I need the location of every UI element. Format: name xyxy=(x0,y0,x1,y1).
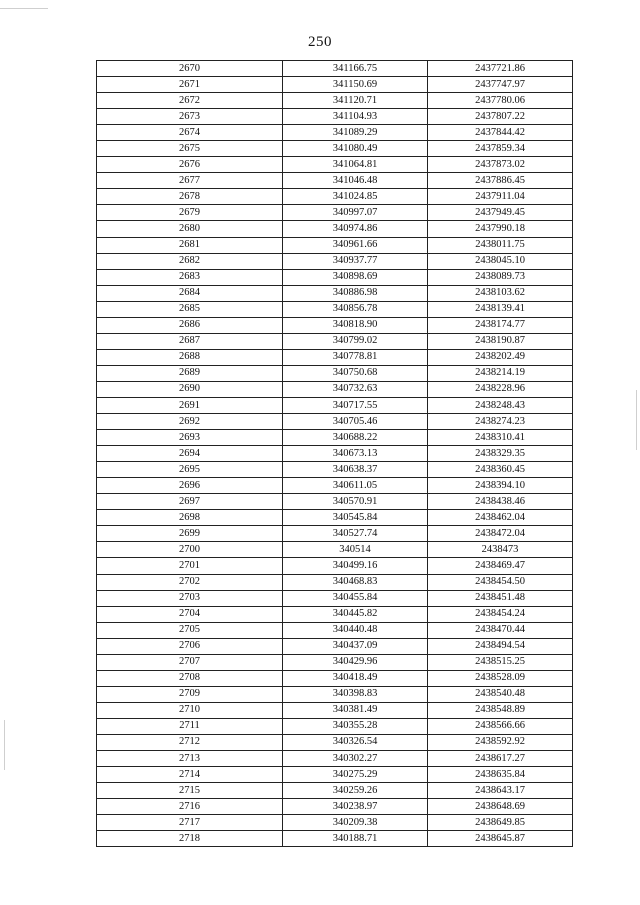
point-number-cell: 2670 xyxy=(97,61,283,77)
x-coordinate-cell: 340275.29 xyxy=(283,767,428,783)
point-number-cell: 2696 xyxy=(97,478,283,494)
table-row xyxy=(97,93,573,109)
table-row xyxy=(97,526,573,542)
x-coordinate-cell: 341089.29 xyxy=(283,125,428,141)
x-coordinate-cell: 340302.27 xyxy=(283,751,428,767)
point-number-cell: 2689 xyxy=(97,365,283,381)
point-number-cell: 2681 xyxy=(97,237,283,253)
y-coordinate-cell: 2438438.46 xyxy=(428,494,573,510)
point-number-cell: 2701 xyxy=(97,558,283,574)
point-number-cell: 2685 xyxy=(97,301,283,317)
table-row xyxy=(97,799,573,815)
y-coordinate-cell: 2438469.47 xyxy=(428,558,573,574)
x-coordinate-cell: 341046.48 xyxy=(283,173,428,189)
y-coordinate-cell: 2437721.86 xyxy=(428,61,573,77)
point-number-cell: 2683 xyxy=(97,269,283,285)
point-number-cell: 2678 xyxy=(97,189,283,205)
point-number-cell: 2697 xyxy=(97,494,283,510)
x-coordinate-cell: 341080.49 xyxy=(283,141,428,157)
x-coordinate-cell: 340997.07 xyxy=(283,205,428,221)
point-number-cell: 2698 xyxy=(97,510,283,526)
y-coordinate-cell: 2437949.45 xyxy=(428,205,573,221)
x-coordinate-cell: 340778.81 xyxy=(283,349,428,365)
point-number-cell: 2684 xyxy=(97,285,283,301)
x-coordinate-cell: 340188.71 xyxy=(283,831,428,847)
point-number-cell: 2682 xyxy=(97,253,283,269)
x-coordinate-cell: 340259.26 xyxy=(283,783,428,799)
table-row xyxy=(97,173,573,189)
point-number-cell: 2690 xyxy=(97,381,283,397)
point-number-cell: 2676 xyxy=(97,157,283,173)
x-coordinate-cell: 341024.85 xyxy=(283,189,428,205)
x-coordinate-cell: 340455.84 xyxy=(283,590,428,606)
table-row xyxy=(97,349,573,365)
table-row xyxy=(97,205,573,221)
x-coordinate-cell: 340545.84 xyxy=(283,510,428,526)
table-row xyxy=(97,189,573,205)
y-coordinate-cell: 2438515.25 xyxy=(428,654,573,670)
y-coordinate-cell: 2438139.41 xyxy=(428,301,573,317)
x-coordinate-cell: 340355.28 xyxy=(283,718,428,734)
table-row xyxy=(97,109,573,125)
x-coordinate-cell: 340326.54 xyxy=(283,734,428,750)
table-row xyxy=(97,317,573,333)
table-row xyxy=(97,462,573,478)
table-row xyxy=(97,574,573,590)
y-coordinate-cell: 2437859.34 xyxy=(428,141,573,157)
table-row xyxy=(97,285,573,301)
table-row xyxy=(97,253,573,269)
x-coordinate-cell: 340750.68 xyxy=(283,365,428,381)
y-coordinate-cell: 2438472.04 xyxy=(428,526,573,542)
y-coordinate-cell: 2438528.09 xyxy=(428,670,573,686)
table-row xyxy=(97,590,573,606)
table-row xyxy=(97,510,573,526)
point-number-cell: 2706 xyxy=(97,638,283,654)
x-coordinate-cell: 341104.93 xyxy=(283,109,428,125)
y-coordinate-cell: 2437873.02 xyxy=(428,157,573,173)
table-row xyxy=(97,638,573,654)
point-number-cell: 2716 xyxy=(97,799,283,815)
point-number-cell: 2702 xyxy=(97,574,283,590)
point-number-cell: 2675 xyxy=(97,141,283,157)
y-coordinate-cell: 2438462.04 xyxy=(428,510,573,526)
coordinate-table-body xyxy=(97,61,573,847)
y-coordinate-cell: 2438202.49 xyxy=(428,349,573,365)
table-row xyxy=(97,125,573,141)
x-coordinate-cell: 340238.97 xyxy=(283,799,428,815)
x-coordinate-cell: 340570.91 xyxy=(283,494,428,510)
point-number-cell: 2712 xyxy=(97,734,283,750)
y-coordinate-cell: 2438540.48 xyxy=(428,686,573,702)
y-coordinate-cell: 2438310.41 xyxy=(428,430,573,446)
point-number-cell: 2680 xyxy=(97,221,283,237)
y-coordinate-cell: 2438494.54 xyxy=(428,638,573,654)
y-coordinate-cell: 2438089.73 xyxy=(428,269,573,285)
x-coordinate-cell: 340638.37 xyxy=(283,462,428,478)
point-number-cell: 2691 xyxy=(97,397,283,413)
y-coordinate-cell: 2438454.50 xyxy=(428,574,573,590)
y-coordinate-cell: 2437807.22 xyxy=(428,109,573,125)
x-coordinate-cell: 340381.49 xyxy=(283,702,428,718)
point-number-cell: 2672 xyxy=(97,93,283,109)
point-number-cell: 2674 xyxy=(97,125,283,141)
y-coordinate-cell: 2438228.96 xyxy=(428,381,573,397)
x-coordinate-cell: 340440.48 xyxy=(283,622,428,638)
table-row xyxy=(97,301,573,317)
x-coordinate-cell: 340961.66 xyxy=(283,237,428,253)
point-number-cell: 2708 xyxy=(97,670,283,686)
point-number-cell: 2694 xyxy=(97,446,283,462)
y-coordinate-cell: 2438548.89 xyxy=(428,702,573,718)
point-number-cell: 2692 xyxy=(97,414,283,430)
point-number-cell: 2679 xyxy=(97,205,283,221)
x-coordinate-cell: 340437.09 xyxy=(283,638,428,654)
x-coordinate-cell: 340673.13 xyxy=(283,446,428,462)
point-number-cell: 2699 xyxy=(97,526,283,542)
y-coordinate-cell: 2438394.10 xyxy=(428,478,573,494)
table-row xyxy=(97,414,573,430)
x-coordinate-cell: 340688.22 xyxy=(283,430,428,446)
y-coordinate-cell: 2437780.06 xyxy=(428,93,573,109)
x-coordinate-cell: 340717.55 xyxy=(283,397,428,413)
point-number-cell: 2717 xyxy=(97,815,283,831)
x-coordinate-cell: 340799.02 xyxy=(283,333,428,349)
table-row xyxy=(97,783,573,799)
x-coordinate-cell: 340856.78 xyxy=(283,301,428,317)
point-number-cell: 2677 xyxy=(97,173,283,189)
y-coordinate-cell: 2438103.62 xyxy=(428,285,573,301)
table-row xyxy=(97,670,573,686)
x-coordinate-cell: 340514 xyxy=(283,542,428,558)
table-row xyxy=(97,815,573,831)
x-coordinate-cell: 340937.77 xyxy=(283,253,428,269)
coordinate-table xyxy=(96,60,573,847)
x-coordinate-cell: 341166.75 xyxy=(283,61,428,77)
table-row xyxy=(97,141,573,157)
x-coordinate-cell: 340611.05 xyxy=(283,478,428,494)
table-row xyxy=(97,734,573,750)
x-coordinate-cell: 340398.83 xyxy=(283,686,428,702)
y-coordinate-cell: 2438274.23 xyxy=(428,414,573,430)
point-number-cell: 2693 xyxy=(97,430,283,446)
y-coordinate-cell: 2438454.24 xyxy=(428,606,573,622)
x-coordinate-cell: 340527.74 xyxy=(283,526,428,542)
y-coordinate-cell: 2438451.48 xyxy=(428,590,573,606)
point-number-cell: 2704 xyxy=(97,606,283,622)
table-row xyxy=(97,767,573,783)
y-coordinate-cell: 2437844.42 xyxy=(428,125,573,141)
scan-edge-mark-left xyxy=(4,720,5,770)
point-number-cell: 2686 xyxy=(97,317,283,333)
table-row xyxy=(97,622,573,638)
table-row xyxy=(97,542,573,558)
table-row xyxy=(97,221,573,237)
table-row xyxy=(97,494,573,510)
point-number-cell: 2695 xyxy=(97,462,283,478)
scan-edge-mark-top xyxy=(0,8,48,9)
table-row xyxy=(97,558,573,574)
point-number-cell: 2718 xyxy=(97,831,283,847)
table-row xyxy=(97,77,573,93)
y-coordinate-cell: 2438473 xyxy=(428,542,573,558)
x-coordinate-cell: 340818.90 xyxy=(283,317,428,333)
x-coordinate-cell: 340732.63 xyxy=(283,381,428,397)
table-row xyxy=(97,478,573,494)
y-coordinate-cell: 2438592.92 xyxy=(428,734,573,750)
table-row xyxy=(97,237,573,253)
table-row xyxy=(97,61,573,77)
y-coordinate-cell: 2438329.35 xyxy=(428,446,573,462)
point-number-cell: 2671 xyxy=(97,77,283,93)
scan-edge-mark-right xyxy=(636,390,637,450)
point-number-cell: 2711 xyxy=(97,718,283,734)
table-row xyxy=(97,446,573,462)
table-row xyxy=(97,269,573,285)
table-row xyxy=(97,606,573,622)
point-number-cell: 2700 xyxy=(97,542,283,558)
y-coordinate-cell: 2438635.84 xyxy=(428,767,573,783)
point-number-cell: 2714 xyxy=(97,767,283,783)
table-row xyxy=(97,751,573,767)
x-coordinate-cell: 341064.81 xyxy=(283,157,428,173)
x-coordinate-cell: 340886.98 xyxy=(283,285,428,301)
y-coordinate-cell: 2437886.45 xyxy=(428,173,573,189)
x-coordinate-cell: 340418.49 xyxy=(283,670,428,686)
x-coordinate-cell: 341120.71 xyxy=(283,93,428,109)
y-coordinate-cell: 2438360.45 xyxy=(428,462,573,478)
x-coordinate-cell: 340468.83 xyxy=(283,574,428,590)
point-number-cell: 2713 xyxy=(97,751,283,767)
y-coordinate-cell: 2438617.27 xyxy=(428,751,573,767)
point-number-cell: 2673 xyxy=(97,109,283,125)
table-row xyxy=(97,702,573,718)
table-row xyxy=(97,381,573,397)
point-number-cell: 2709 xyxy=(97,686,283,702)
point-number-cell: 2707 xyxy=(97,654,283,670)
point-number-cell: 2710 xyxy=(97,702,283,718)
point-number-cell: 2688 xyxy=(97,349,283,365)
table-row xyxy=(97,654,573,670)
x-coordinate-cell: 340445.82 xyxy=(283,606,428,622)
y-coordinate-cell: 2438174.77 xyxy=(428,317,573,333)
y-coordinate-cell: 2438643.17 xyxy=(428,783,573,799)
y-coordinate-cell: 2437747.97 xyxy=(428,77,573,93)
page-number: 250 xyxy=(308,34,332,50)
y-coordinate-cell: 2438248.43 xyxy=(428,397,573,413)
table-row xyxy=(97,430,573,446)
x-coordinate-cell: 340705.46 xyxy=(283,414,428,430)
x-coordinate-cell: 341150.69 xyxy=(283,77,428,93)
x-coordinate-cell: 340499.16 xyxy=(283,558,428,574)
point-number-cell: 2703 xyxy=(97,590,283,606)
table-row xyxy=(97,157,573,173)
y-coordinate-cell: 2438214.19 xyxy=(428,365,573,381)
y-coordinate-cell: 2438045.10 xyxy=(428,253,573,269)
y-coordinate-cell: 2438566.66 xyxy=(428,718,573,734)
y-coordinate-cell: 2438470.44 xyxy=(428,622,573,638)
table-row xyxy=(97,365,573,381)
y-coordinate-cell: 2438011.75 xyxy=(428,237,573,253)
x-coordinate-cell: 340974.86 xyxy=(283,221,428,237)
y-coordinate-cell: 2437990.18 xyxy=(428,221,573,237)
y-coordinate-cell: 2438190.87 xyxy=(428,333,573,349)
table-row xyxy=(97,397,573,413)
table-row xyxy=(97,333,573,349)
y-coordinate-cell: 2438649.85 xyxy=(428,815,573,831)
table-row xyxy=(97,718,573,734)
point-number-cell: 2687 xyxy=(97,333,283,349)
table-row xyxy=(97,686,573,702)
x-coordinate-cell: 340429.96 xyxy=(283,654,428,670)
y-coordinate-cell: 2438645.87 xyxy=(428,831,573,847)
table-row xyxy=(97,831,573,847)
y-coordinate-cell: 2437911.04 xyxy=(428,189,573,205)
x-coordinate-cell: 340898.69 xyxy=(283,269,428,285)
y-coordinate-cell: 2438648.69 xyxy=(428,799,573,815)
x-coordinate-cell: 340209.38 xyxy=(283,815,428,831)
point-number-cell: 2715 xyxy=(97,783,283,799)
point-number-cell: 2705 xyxy=(97,622,283,638)
